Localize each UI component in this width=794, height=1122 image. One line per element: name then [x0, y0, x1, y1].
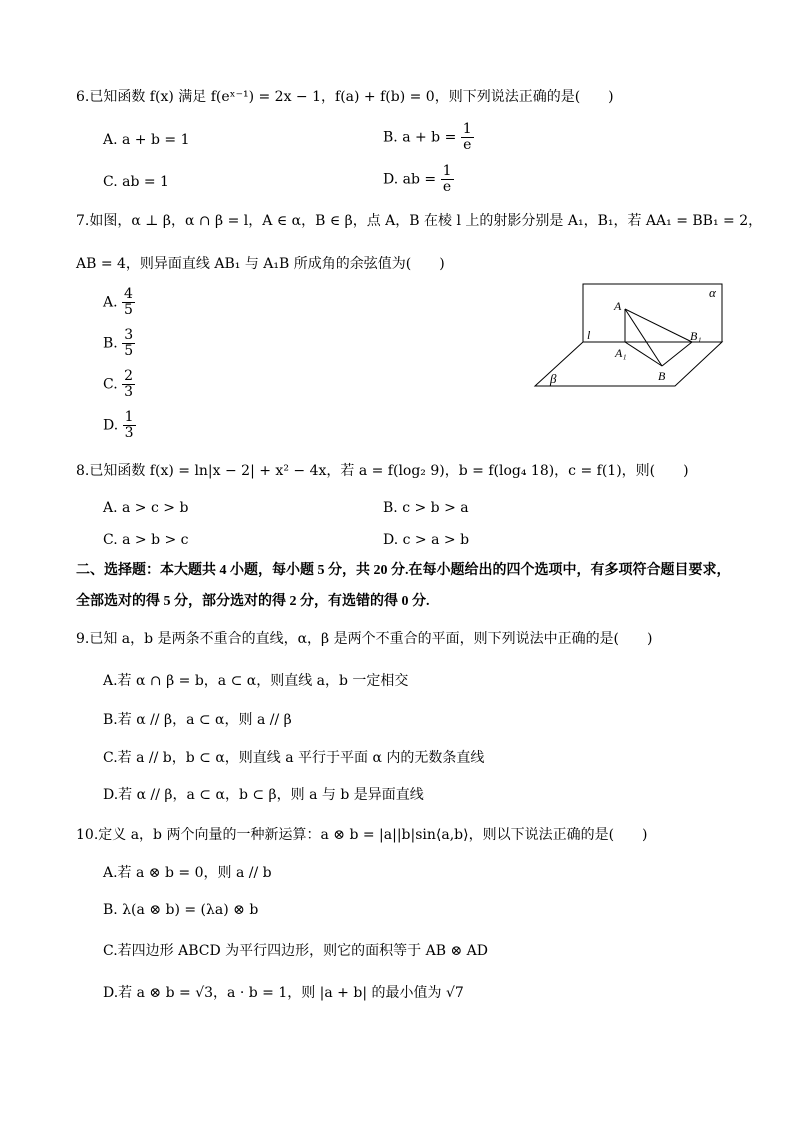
- q7-option-d-fraction: [123, 410, 136, 441]
- label-b1: B₁: [690, 329, 702, 343]
- q7-option-c-denominator: 3: [124, 384, 134, 400]
- q7-option-d-numerator: 1: [124, 409, 134, 425]
- q10-option-b: B. λ(a ⊗ b) = (λa) ⊗ b: [103, 902, 259, 918]
- q7-option-c: [103, 369, 135, 400]
- q7-option-b-label: B.: [103, 335, 118, 352]
- segment-a-b: [625, 309, 662, 366]
- q7-option-b-numerator: 3: [124, 327, 134, 343]
- q6-option-d-prefix: D. ab =: [383, 171, 437, 188]
- q7-option-a-fraction: [122, 287, 135, 318]
- label-l: l: [587, 328, 591, 342]
- q7-option-d-label: D.: [103, 417, 119, 434]
- q10-stem: 10.定义 a，b 两个向量的一种新运算：a ⊗ b = |a||b|sin⟨a,b⟩，则以下说法正确的是( ): [76, 827, 648, 843]
- q8-stem: 8.已知函数 f(x) = ln|x − 2| + x² − 4x，若 a = f(log₂ 9)，b = f(log₄ 18)，c = f(1)，则( ): [76, 463, 689, 479]
- q6-stem: 6.已知函数 f(x) 满足 f(eˣ⁻¹) = 2x − 1，f(a) + f(b) = 0，则下列说法正确的是( ): [76, 89, 614, 105]
- q9-stem: 9.已知 a，b 是两条不重合的直线，α，β 是两个不重合的平面，则下列说法中正确的是( ): [76, 631, 653, 647]
- q7-option-c-label: C.: [103, 376, 118, 393]
- q7-option-c-fraction: [122, 369, 135, 400]
- q7-option-d: [103, 410, 136, 441]
- q7-option-b: [103, 328, 135, 359]
- q7-option-a-denominator: 5: [124, 302, 133, 318]
- q10-option-d: D.若 a ⊗ b = √3，a · b = 1，则 |a + b| 的最小值为 √7: [103, 985, 464, 1001]
- q8-option-a: A. a > c > b: [103, 500, 189, 516]
- q9-option-a: A.若 α ∩ β = b，a ⊂ α，则直线 a，b 一定相交: [103, 673, 409, 689]
- q7-option-d-denominator: 3: [124, 425, 134, 441]
- q6-option-d: [383, 164, 454, 195]
- q6-option-d-fraction: [441, 164, 454, 195]
- label-a: A: [614, 299, 622, 313]
- section2-heading-line1: 二、选择题：本大题共 4 小题，每小题 5 分，共 20 分.在每小题给出的四个选项中，有多项符合题目要求，: [76, 563, 731, 578]
- q7-option-a-numerator: 4: [124, 286, 133, 302]
- q6-option-a: A. a + b = 1: [103, 132, 190, 148]
- q8-option-c: C. a > b > c: [103, 532, 189, 548]
- q6-option-d-numerator: 1: [442, 163, 452, 179]
- label-alpha: α: [709, 285, 716, 300]
- q6-option-c: C. ab = 1: [103, 174, 169, 190]
- q9-option-b: B.若 α // β，a ⊂ α，则 a // β: [103, 712, 292, 728]
- q7-option-c-numerator: 2: [124, 368, 134, 384]
- segment-a-b1: [625, 309, 692, 342]
- q7-option-a-label: A.: [103, 294, 118, 311]
- q8-option-d: D. c > a > b: [383, 532, 470, 548]
- q7-option-a: [103, 287, 135, 318]
- label-a1: A₁: [615, 346, 627, 360]
- q7-option-b-fraction: [122, 328, 135, 359]
- q9-option-c: C.若 a // b，b ⊂ α，则直线 a 平行于平面 α 内的无数条直线: [103, 750, 485, 766]
- q9-option-d: D.若 α // β，a ⊂ α，b ⊂ β，则 a 与 b 是异面直线: [103, 787, 424, 803]
- q10-option-c: C.若四边形 ABCD 为平行四边形，则它的面积等于 AB ⊗ AD: [103, 943, 488, 959]
- q8-option-b: B. c > b > a: [383, 500, 469, 516]
- dihedral-figure: [530, 280, 730, 392]
- q6-option-b-prefix: B. a + b =: [383, 129, 457, 146]
- segment-a1-b: [625, 342, 662, 366]
- segment-b-b1: [662, 342, 692, 366]
- q7-stem-line1: 7.如图，α ⊥ β，α ∩ β = l，A ∈ α，B ∈ β，点 A，B 在棱 l 上的射影分别是 A₁，B₁，若 AA₁ = BB₁ = 2，: [76, 213, 763, 229]
- q6-option-b-numerator: 1: [462, 121, 472, 137]
- label-beta: β: [550, 371, 557, 386]
- label-b: B: [658, 369, 666, 383]
- q10-option-a: A.若 a ⊗ b = 0，则 a // b: [103, 865, 272, 881]
- plane-beta-outline: [535, 342, 722, 386]
- q6-option-b-denominator: e: [463, 137, 472, 153]
- q6-option-b-fraction: [461, 122, 474, 153]
- q7-option-b-denominator: 5: [124, 343, 134, 359]
- q6-option-b: [383, 122, 474, 153]
- section2-heading-line2: 全部选对的得 5 分，部分选对的得 2 分，有选错的得 0 分.: [76, 594, 430, 609]
- q7-stem-line2: AB = 4，则异面直线 AB₁ 与 A₁B 所成角的余弦值为( ): [76, 256, 445, 272]
- q6-option-d-denominator: e: [442, 179, 452, 195]
